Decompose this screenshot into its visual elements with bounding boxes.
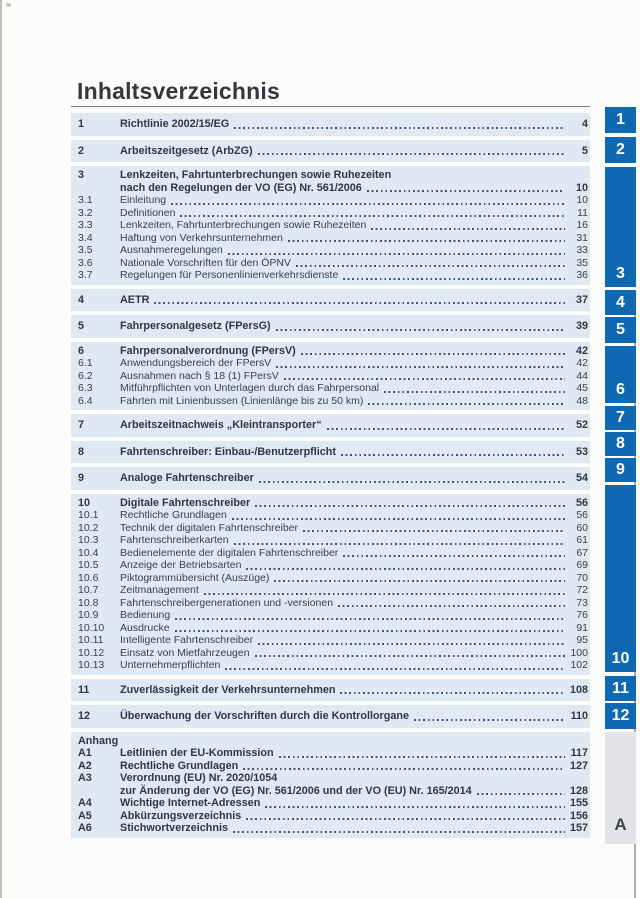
tab-label: 12 [611,707,630,724]
chapter-tab-12 [605,703,636,729]
dot-leader [301,353,565,355]
toc-row [71,534,590,547]
toc-row [71,232,590,245]
entry-number: 10.1 [78,509,99,521]
page-number: 127 [569,759,588,772]
tab-label: 6 [616,381,625,398]
entry-title: Nationale Vorschriften für den ÖPNV [120,256,292,269]
entry-title: Fahrtenschreiber: Einbau-/Benutzerpflicht [120,445,336,458]
entry-number: 3.1 [78,194,93,206]
entry-number: 10.3 [78,534,99,546]
entry-number: 3.2 [78,206,93,219]
entry-number: A3 [78,772,92,784]
dot-leader [233,831,565,833]
page-number: 4 [581,118,588,130]
page-number: 69 [576,559,588,571]
chapter-tab-10 [605,485,636,672]
entry-title-block [120,169,590,194]
dot-leader [477,793,565,795]
toc-row [71,710,590,723]
entry-number: 10.11 [78,634,104,646]
page-number: 128 [569,784,588,797]
entry-title: Fahrtenschreiberkarten [120,534,229,546]
entry-number: 3.3 [78,219,93,231]
page-number: 76 [576,609,588,621]
page-number: 72 [576,584,588,596]
dot-leader [255,505,565,507]
entry-number: 2 [78,144,85,157]
toc-row [71,622,590,635]
toc-row [71,370,590,383]
toc-row [71,419,590,432]
toc-row [71,684,590,697]
page-number: 56 [576,509,588,521]
entry-title: Regelungen für Personenlinienverkehrsdienste [120,269,339,281]
entry-title: Arbeitszeitgesetz (ArbZG) [120,144,253,157]
entry-title: Lenkzeiten, Fahrtunterbrechungen sowie Ruhezeiten [120,219,367,231]
entry-title: Ausdrucke [120,621,170,634]
tab-label: 10 [611,650,630,667]
entry-title: Anzeige der Betriebsarten [120,559,242,571]
dot-leader [327,428,565,430]
entry-title: Stichwortverzeichnis [120,822,229,834]
entry-title-block [120,772,590,797]
entry-number: 10.8 [78,596,99,609]
toc-row [71,659,590,672]
page-number: 16 [576,219,588,231]
page-number: 157 [569,822,588,834]
dot-leader [246,568,565,570]
dot-leader [343,278,565,280]
dot-leader [296,265,565,267]
entry-title: Mitführpflichten von Unterlagen durch das Fahrpersonal [120,382,380,394]
dot-leader [234,543,565,545]
dot-leader [288,240,565,242]
page-number: 37 [575,293,588,306]
toc-row [71,760,590,773]
entry-title-line2 [120,182,590,195]
dot-leader [338,605,565,607]
page-number: 108 [569,683,588,696]
entry-number: 6 [78,344,85,357]
entry-title: Einleitung [120,194,167,206]
toc-row [71,207,590,220]
tab-label: 7 [616,409,625,426]
toc-row [71,797,590,810]
page-number: 100 [570,646,588,659]
entry-number: 10.2 [78,521,99,534]
entry-title: Wichtige Internet-Adressen [120,797,261,809]
entry-title: Richtlinie 2002/15/EG [120,118,230,130]
dot-leader [259,481,565,483]
toc-row [71,294,590,307]
dot-leader [341,454,565,456]
toc-row [71,382,590,395]
tab-label: 5 [616,321,625,338]
tab-label: 3 [616,265,625,282]
tab-label: 4 [616,293,625,311]
dot-leader [246,818,565,820]
entry-number: 3.6 [78,256,93,269]
toc-row [71,747,590,760]
page-number: 67 [576,546,588,559]
entry-number: A2 [78,759,92,772]
entry-title-line1: Verordnung (EU) Nr. 2020/1054 [120,772,278,784]
toc-row [71,509,590,522]
entry-title: Ausnahmen nach § 18 (1) FPersV [120,369,279,382]
page-number: 53 [575,445,588,458]
page-number: 61 [576,534,588,546]
dot-leader [234,127,565,129]
toc-row [71,497,590,510]
page-number: 11 [577,206,588,219]
toc-row [71,169,590,194]
toc-row [71,118,590,131]
toc-row [71,822,590,835]
page-number: 70 [576,571,588,584]
entry-number: 1 [78,118,85,130]
dot-leader [343,555,565,557]
page-number: 36 [576,269,588,281]
page-number: 45 [576,382,588,394]
dot-leader [225,668,565,670]
appendix-tab [605,732,636,844]
entry-number: 10.13 [78,659,105,671]
entry-title: Digitale Fahrtenschreiber [120,496,251,509]
entry-title: Arbeitszeitnachweis „Kleintransporter“ [120,419,322,431]
entry-number: 10.6 [78,571,99,584]
entry-number: A6 [78,822,92,834]
page-number: 60 [576,521,588,534]
dot-leader [171,203,565,205]
toc-row [71,320,590,333]
toc-section-8 [71,441,590,464]
toc-section-4 [71,289,590,312]
entry-title: Piktogrammübersicht (Auszüge) [120,571,270,584]
entry-number: 3.5 [78,244,93,256]
tab-label: 8 [616,435,625,452]
toc-content [71,0,590,842]
dot-leader [255,655,565,657]
entry-title: Haftung von Verkehrsunternehmen [120,231,283,244]
toc-section-12 [71,705,590,728]
entry-number: 12 [78,710,91,722]
dot-leader [371,228,565,230]
dot-leader [279,756,565,758]
entry-number: 9 [78,472,85,484]
toc-list [71,113,590,838]
scan-edge-left [0,0,2,898]
entry-title: Überwachung der Vorschriften durch die Kontrollorgane [120,710,409,722]
entry-number: 10.10 [78,621,105,634]
entry-number: 6.3 [78,382,93,394]
toc-section-7 [71,414,590,437]
dot-leader [276,366,565,368]
entry-number: 6.1 [78,357,93,369]
toc-row [71,559,590,572]
toc-section-9 [71,467,590,490]
entry-title: Definitionen [120,206,176,219]
entry-number: 3.7 [78,269,93,281]
entry-number: A5 [78,809,92,822]
toc-row [71,772,590,797]
page-number: 52 [575,419,588,431]
dot-leader [274,580,565,582]
tab-label: 11 [612,679,629,697]
toc-row [71,219,590,232]
dot-leader [414,719,565,721]
entry-title: Fahrpersonalgesetz (FPersG) [120,320,271,332]
dot-leader [367,190,565,192]
entry-title: Abkürzungsverzeichnis [120,809,242,822]
dot-leader [243,768,565,770]
entry-number: 10 [78,496,91,509]
dot-leader [276,329,565,331]
entry-number: 6.4 [78,394,93,407]
toc-section-2 [71,140,590,163]
toc-section-10 [71,494,590,675]
entry-title: Unternehmerpflichten [120,659,221,671]
toc-section-3 [71,166,590,285]
dot-leader [258,643,565,645]
page-number: 56 [575,496,588,509]
entry-number: 5 [78,320,85,332]
appendix-label: Anhang [78,734,119,747]
toc-row [71,522,590,535]
entry-number: 3 [78,169,85,181]
toc-section-6 [71,342,590,411]
entry-title: Zuverlässigkeit der Verkehrsunternehmen [120,683,336,696]
chapter-tab-7 [605,406,636,430]
dot-leader [232,518,565,520]
dot-leader [175,618,565,620]
page-number: 39 [575,320,588,332]
dot-leader [368,403,565,405]
entry-title: Fahrtenschreibergenerationen und -versionen [120,596,334,609]
page-number: 10 [576,194,588,206]
dot-leader [204,593,565,595]
entry-number: 10.7 [78,584,99,596]
page-number: 91 [576,621,588,634]
dot-leader [284,378,565,380]
entry-number: 8 [78,445,85,458]
toc-row [71,547,590,560]
dot-leader [175,630,565,632]
entry-title: zur Änderung der VO (EG) Nr. 561/2006 und der VO (EU) Nr. 165/2014 [120,784,472,797]
tab-label: 1 [616,111,625,128]
page-number: 117 [570,747,588,759]
entry-title: Fahrten mit Linienbussen (Linienlänge bis zu 50 km) [120,394,364,407]
page-number: 31 [576,231,588,244]
entry-title: nach den Regelungen der VO (EG) Nr. 561/2006 [120,181,362,194]
chapter-tab-4 [605,290,636,315]
entry-number: A1 [78,747,92,759]
entry-title: Rechtliche Grundlagen [120,759,239,772]
page-number: 33 [576,244,588,256]
toc-row [71,584,590,597]
page-number: 48 [576,394,588,407]
page-number: 156 [569,809,588,822]
dot-leader [154,302,565,304]
page-number: 54 [575,472,588,484]
chapter-tab-2 [605,137,636,163]
toc-row [71,634,590,647]
entry-title: Analoge Fahrtenschreiber [120,472,254,484]
entry-number: 10.4 [78,546,99,559]
tab-label: 2 [616,141,625,158]
entry-title: Einsatz von Mietfahrzeugen [120,646,250,659]
page-number: 42 [576,357,588,369]
chapter-tab-5 [605,317,636,343]
dot-leader [384,391,565,393]
toc-row [71,446,590,459]
entry-number: 10.9 [78,609,99,621]
dot-leader [180,215,565,217]
page-number: 73 [576,596,588,609]
entry-title: Rechtliche Grundlagen [120,509,227,521]
toc-row [71,735,590,748]
toc-row [71,395,590,408]
dot-leader [265,806,565,808]
entry-number: 11 [78,683,90,696]
entry-title: Fahrpersonalverordnung (FPersV) [120,344,296,357]
title-divider-rule [71,106,590,107]
toc-row [71,244,590,257]
toc-section-5 [71,315,590,338]
entry-title: Intelligente Fahrtenschreiber [120,634,254,646]
entry-title-line1: Lenkzeiten, Fahrtunterbrechungen sowie Ruhezeiten [120,169,392,181]
toc-row [71,269,590,282]
chapter-tab-11 [605,676,636,701]
dot-leader [340,692,565,694]
toc-row [71,810,590,823]
entry-title: Bedienung [120,609,171,621]
page-number: 35 [576,256,588,269]
scan-speck [6,3,11,7]
chapter-tab-3 [605,167,636,287]
toc-row [71,357,590,370]
toc-section-anhang [71,732,590,838]
toc-row [71,647,590,660]
entry-number: 6.2 [78,369,93,382]
chapter-tab-6 [605,346,636,403]
toc-row [71,609,590,622]
page-number: 42 [575,344,588,357]
page-number: 102 [570,659,588,671]
tab-label: 9 [616,461,625,478]
page-number: 44 [576,369,588,382]
toc-row [71,257,590,270]
page-number: 5 [581,144,588,157]
entry-title-line2 [120,785,590,798]
chapter-tab-9 [605,458,636,482]
page-number: 10 [575,181,588,194]
entry-number: 10.5 [78,559,99,571]
toc-row [71,145,590,158]
toc-row [71,345,590,358]
toc-row [71,472,590,485]
entry-title: Ausnahmeregelungen [120,244,223,256]
toc-section-1 [71,113,590,136]
page-number: 110 [570,710,588,722]
tab-label: A [614,815,627,834]
dot-leader [303,530,565,532]
entry-title: Leitlinien der EU-Kommission [120,747,274,759]
dot-leader [258,153,565,155]
page-number: 155 [569,797,588,809]
page-number: 95 [576,634,588,646]
entry-title: AETR [120,293,150,306]
entry-number: 3.4 [78,231,93,244]
toc-section-11 [71,679,590,702]
toc-row [71,194,590,207]
page-title: Inhaltsverzeichnis [77,78,281,104]
entry-number: 7 [78,419,85,431]
entry-number: 10.12 [78,646,105,659]
entry-title: Bedienelemente der digitalen Fahrtenschreiber [120,546,339,559]
entry-number: 4 [78,293,85,306]
entry-number: A4 [78,797,92,809]
entry-title: Zeitmanagement [120,584,199,596]
chapter-tab-1 [605,107,636,133]
entry-title: Anwendungsbereich der FPersV [120,357,272,369]
dot-leader [228,253,565,255]
toc-row [71,597,590,610]
chapter-tab-8 [605,432,636,456]
toc-row [71,572,590,585]
entry-title: Technik der digitalen Fahrtenschreiber [120,521,299,534]
